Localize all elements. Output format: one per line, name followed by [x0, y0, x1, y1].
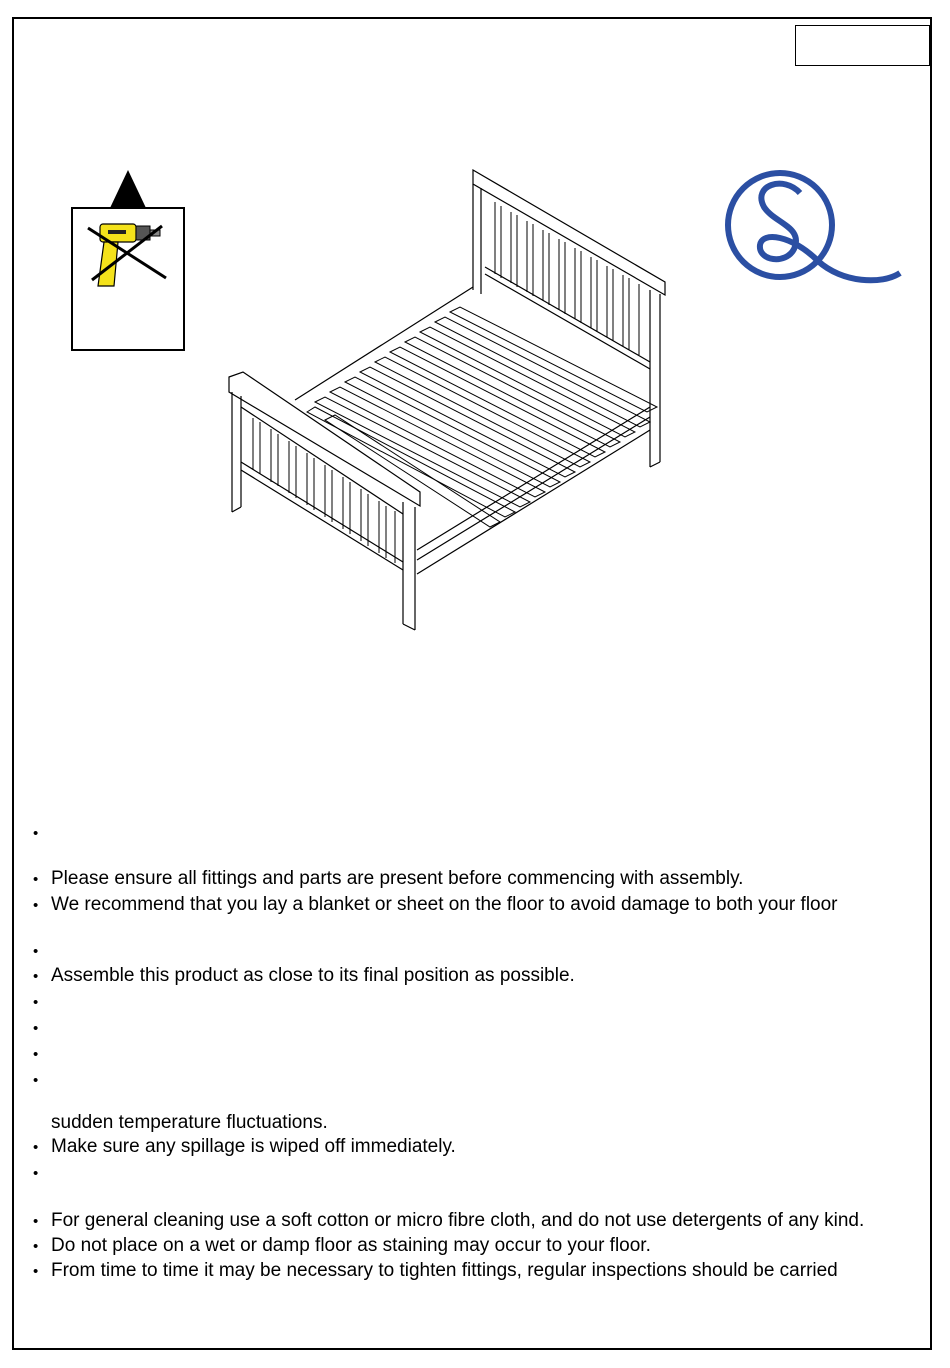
list-item: • Assemble this product as close to its final position as possible.: [33, 965, 575, 986]
list-item: [33, 1069, 51, 1092]
bullet: •: [33, 1020, 39, 1037]
list-item: • We recommend that you lay a blanket or sheet on the floor to avoid damage to both your floor: [33, 894, 838, 915]
bullet: •: [33, 1139, 39, 1156]
no-power-drill-icon: [70, 168, 186, 352]
bullet: •: [33, 1238, 39, 1255]
bullet: •: [33, 1263, 39, 1280]
warning-triangle: [110, 170, 146, 208]
bullet: •: [33, 994, 39, 1011]
bullet: •: [33, 943, 39, 960]
bullet: •: [33, 1072, 39, 1089]
bullet: •: [33, 871, 39, 888]
bullet: •: [33, 1165, 39, 1182]
list-item: • Please ensure all fittings and parts are present before commencing with assembly.: [33, 868, 744, 889]
bullet: •: [33, 968, 39, 985]
bullet: •: [33, 825, 39, 842]
bed-slats: [307, 307, 657, 527]
list-item: [33, 991, 51, 1014]
list-item: [33, 1043, 51, 1066]
list-item: [33, 1162, 51, 1185]
list-item: • For general cleaning use a soft cotton or micro fibre cloth, and do not use detergents of any kind.: [33, 1210, 865, 1231]
bullet: •: [33, 897, 39, 914]
list-item: [33, 822, 51, 845]
list-item: [33, 1017, 51, 1040]
list-item: • From time to time it may be necessary to tighten fittings, regular inspections should be carried: [33, 1260, 838, 1281]
double-bed-frame-illustration: [225, 162, 670, 632]
bullet: •: [33, 1213, 39, 1230]
list-item: • Make sure any spillage is wiped off immediately.: [33, 1136, 456, 1157]
continuation-text: sudden temperature fluctuations.: [51, 1112, 328, 1133]
list-item: • Do not place on a wet or damp floor as staining may occur to your floor.: [33, 1235, 651, 1256]
sq-brand-logo: [722, 165, 907, 290]
bullet: •: [33, 1046, 39, 1063]
headboard: [473, 170, 665, 467]
footboard: [229, 372, 420, 630]
product-code-box: [795, 25, 930, 66]
list-item: [33, 940, 51, 963]
